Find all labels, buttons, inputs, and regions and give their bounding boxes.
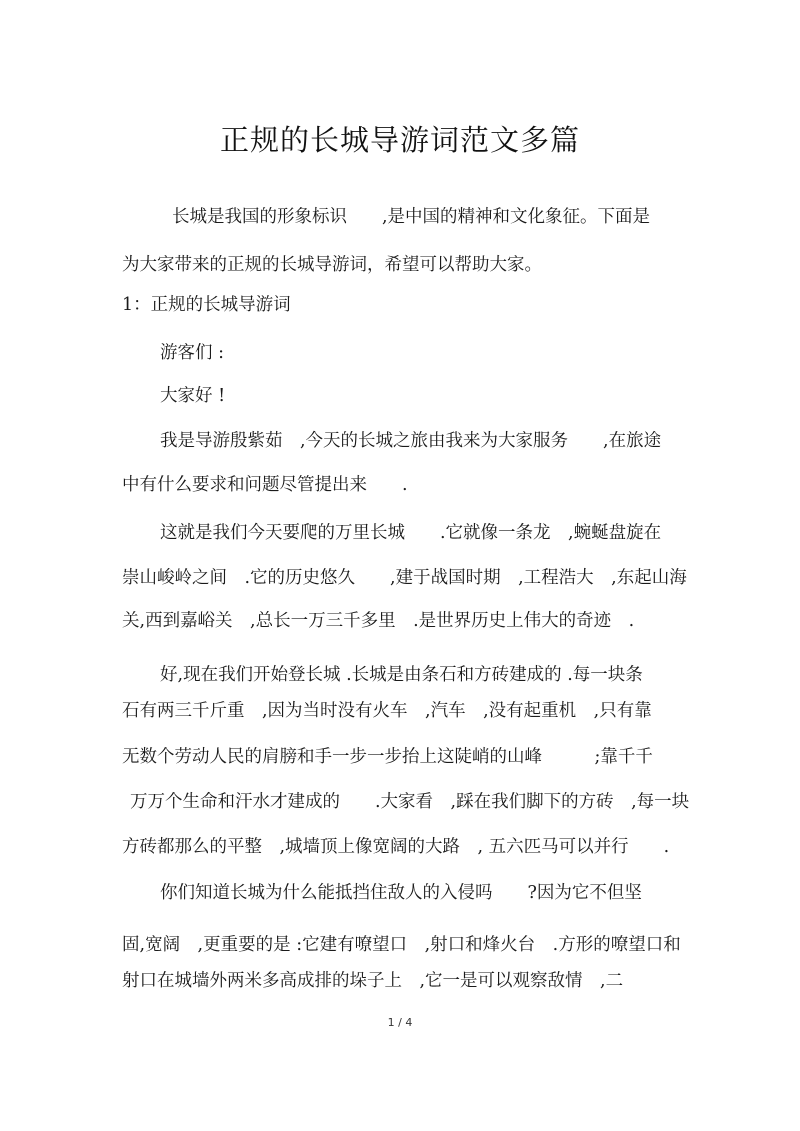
text-line-2: 为大家带来的正规的长城导游词，希望可以帮助大家。 (122, 255, 542, 275)
text-line-7: 中有什么要求和问题尽管提出来 . (122, 475, 408, 495)
text-line-17: 固,宽阔 ,更重要的是 :它建有嘹望口 ,射口和烽火台 .方形的嘹望口和 (122, 935, 681, 955)
page-number: 1 / 4 (387, 1016, 413, 1029)
text-line-15: 方砖都那么的平整 ,城墙顶上像宽阔的大路 , 五六匹马可以并行 . (122, 837, 670, 857)
text-line-13: 无数个劳动人民的肩膀和手一步一步抬上这陡峭的山峰 ;靠千千 (122, 747, 653, 767)
text-line-6: 我是导游殷紫茹 ,今天的长城之旅由我来为大家服务 ,在旅途 (160, 431, 662, 451)
text-line-hello: 大家好 ! (160, 386, 226, 406)
text-line-8: 这就是我们今天要爬的万里长城 .它就像一条龙 ,蜿蜒盘旋在 (160, 523, 662, 543)
document-title: 正规的长城导游词范文多篇 (219, 123, 580, 157)
text-line-1: 长城是我国的形象标识 ,是中国的精神和文化象征。下面是 (172, 207, 651, 227)
text-line-12: 石有两三千斤重 ,因为当时没有火车 ,汽车 ,没有起重机 ,只有靠 (122, 701, 652, 721)
text-line-9: 崇山峻岭之间 .它的历史悠久 ,建于战国时期 ,工程浩大 ,东起山海 (122, 568, 687, 588)
section-heading: 1：正规的长城导游词 (122, 295, 291, 315)
text-line-10: 关,西到嘉峪关 ,总长一万三千多里 .是世界历史上伟大的奇迹 . (122, 611, 635, 631)
text-line-11: 好,现在我们开始登长城 .长城是由条石和方砖建成的 .每一块条 (160, 665, 643, 685)
text-line-greeting: 游客们 : (160, 343, 224, 363)
text-line-16: 你们知道长城为什么能抵挡住敌人的入侵吗 ?因为它不但坚 (160, 883, 642, 903)
text-line-14: 万万个生命和汗水才建成的 .大家看 ,踩在我们脚下的方砖 ,每一块 (130, 792, 690, 812)
text-line-18: 射口在城墙外两米多高成排的垛子上 ,它一是可以观察敌情 ,二 (122, 971, 624, 991)
